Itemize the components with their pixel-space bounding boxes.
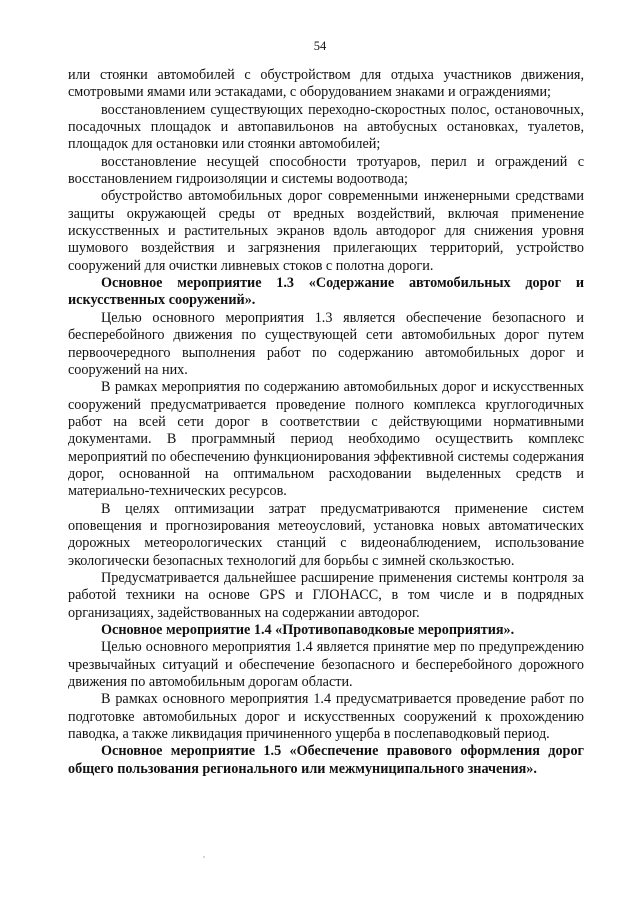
- paragraph: В рамках основного мероприятия 1.4 предусматривается проведение работ по подготовке автомобильных дорог и искусственных сооружений к прохождению паводка, а также ликвидация причиненного ущерба в послепаводковый период.: [68, 691, 584, 743]
- paragraph: Целью основного мероприятия 1.3 является обеспечение безопасного и бесперебойного движения по существующей сети автомобильных дорог путем первоочередного выполнения работ по содержанию автомобильных дорог и сооружений на них.: [68, 309, 584, 378]
- paragraph-continuation: или стоянки автомобилей с обустройством для отдыха участников движения, смотровыми ямами или эстакадами, с оборудованием знаками и ограждениями;: [68, 67, 584, 101]
- paragraph: Целью основного мероприятия 1.4 является принятие мер по предупреждению чрезвычайных ситуаций и обеспечение безопасного и бесперебойного дорожного движения по автомобильным дорогам области.: [68, 639, 584, 691]
- document-body: [68, 67, 584, 778]
- paragraph: Предусматривается дальнейшее расширение применения системы контроля за работой техники на основе GPS и ГЛОНАСС, в том числе и в подрядных организациях, задействованных на содержании автодорог.: [68, 569, 584, 621]
- paragraph: В целях оптимизации затрат предусматриваются применение систем оповещения и прогнозирования метеоусловий, установка новых автоматических дорожных метеорологических станций с видеонаблюдением, использование экологически безопасных технологий для борьбы с зимней скользкостью.: [68, 500, 584, 569]
- scan-speck: [203, 856, 205, 858]
- paragraph: обустройство автомобильных дорог современными инженерными средствами защиты окружающей среды от вредных воздействий, включая применение искусственных и растительных экранов вдоль автодорог для снижения уровня шумового воздействия и загрязнения прилегающих территорий, устройство сооружений для очистки ливневых стоков с полотна дороги.: [68, 188, 584, 274]
- section-heading-1-5: Основное мероприятие 1.5 «Обеспечение правового оформления дорог общего пользования регионального или межмуниципального значения».: [68, 743, 584, 777]
- page-number: 54: [313, 39, 327, 53]
- paragraph: восстановлением существующих переходно-скоростных полос, остановочных, посадочных площадок и автопавильонов на автобусных остановках, туалетов, площадок для остановки или стоянки автомобилей;: [68, 101, 584, 153]
- paragraph: В рамках мероприятия по содержанию автомобильных дорог и искусственных сооружений предусматривается проведение полного комплекса круглогодичных работ на всей сети дорог в соответствии с действующими нормативными документами. В программный период необходимо осуществить комплекс мероприятий по обеспечению функционирования эффективной системы содержания дорог, основанной на оптимальном расходовании выделенных средств и материально-технических ресурсов.: [68, 379, 584, 500]
- section-heading-1-3: Основное мероприятие 1.3 «Содержание автомобильных дорог и искусственных сооружений».: [68, 275, 584, 309]
- paragraph: восстановление несущей способности тротуаров, перил и ограждений с восстановлением гидроизоляции и системы водоотвода;: [68, 153, 584, 188]
- section-heading-1-4: Основное мероприятие 1.4 «Противопаводковые мероприятия».: [101, 622, 515, 638]
